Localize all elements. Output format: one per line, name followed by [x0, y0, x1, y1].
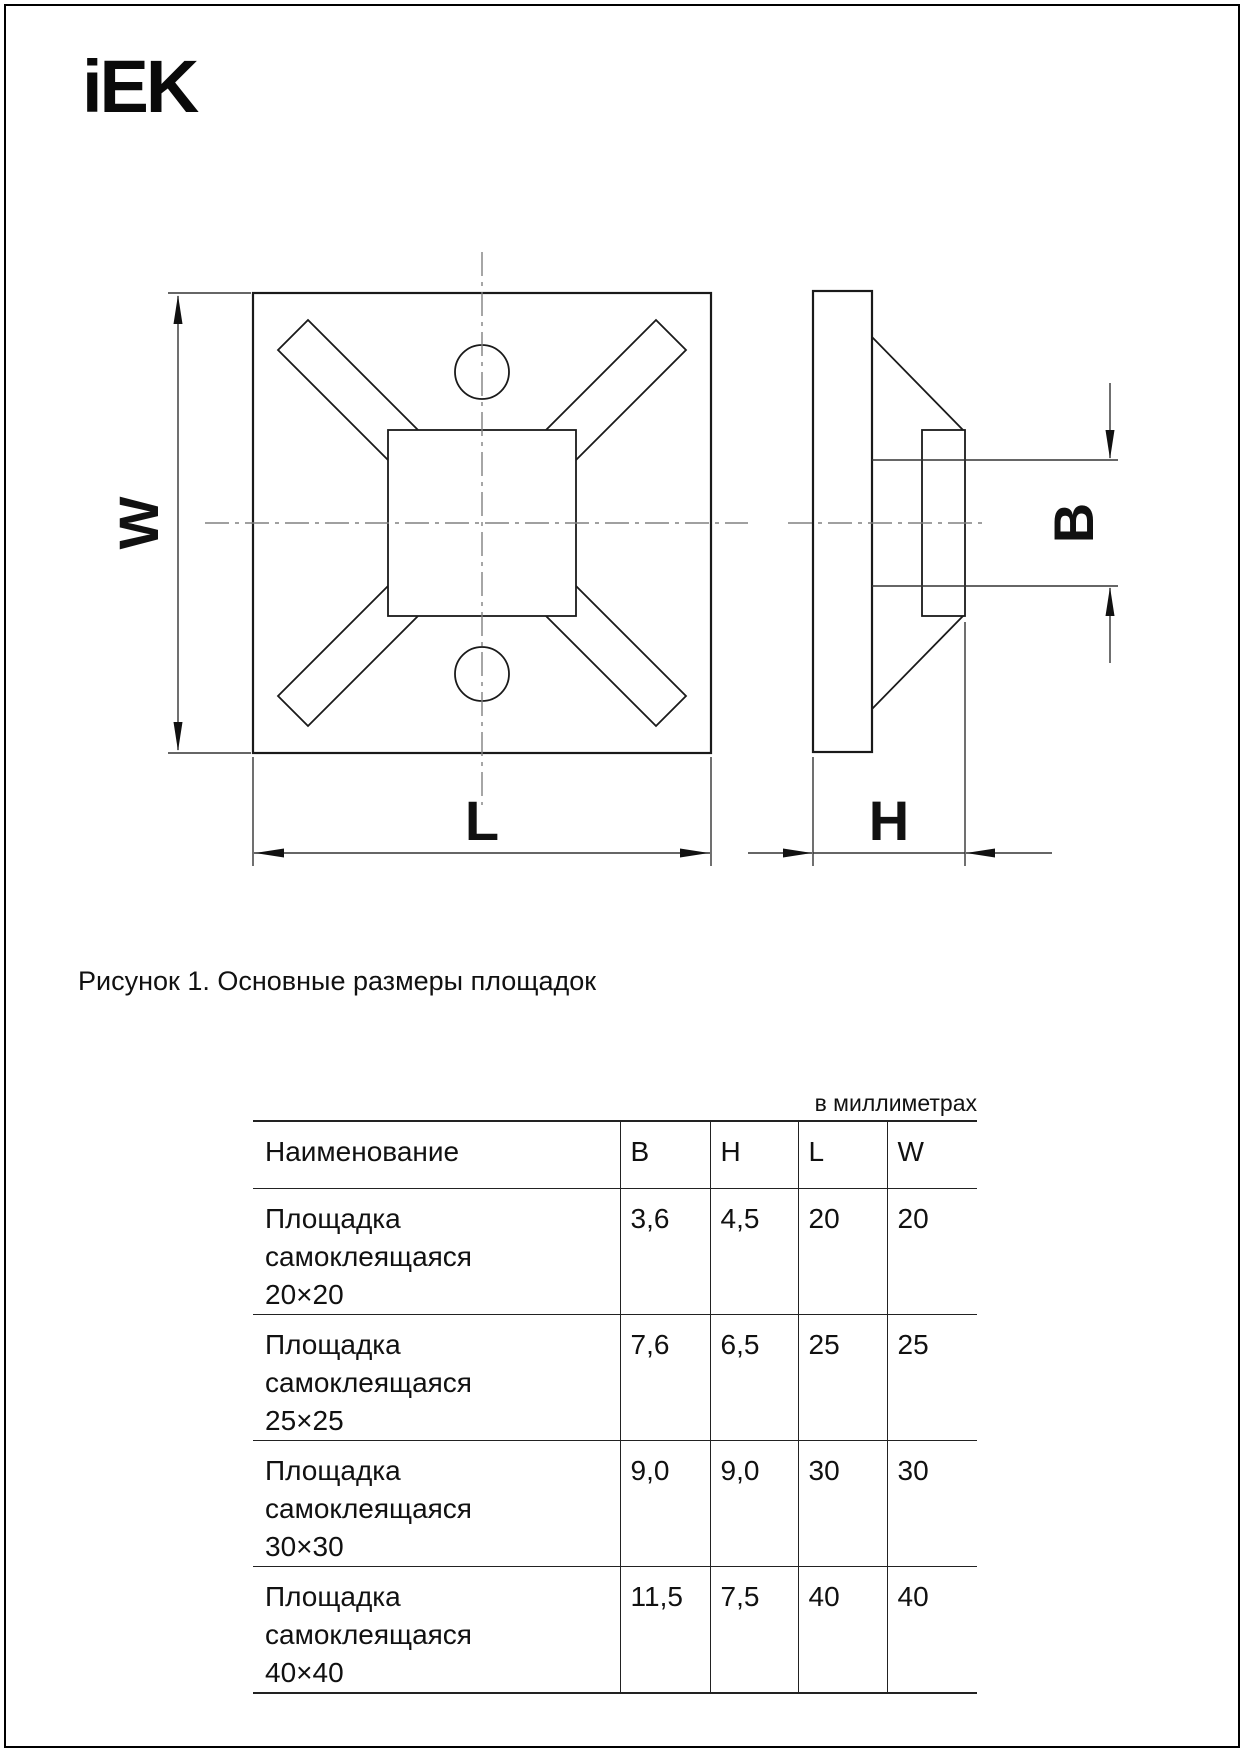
col-header-l: L	[798, 1121, 887, 1189]
table-row	[253, 1315, 977, 1441]
product-name: Площадка самоклеящаяся 20×20	[265, 1203, 472, 1310]
table-row	[253, 1189, 977, 1315]
label-h: H	[868, 789, 910, 852]
value-l: 25	[798, 1315, 887, 1441]
product-name: Площадка самоклеящаяся 25×25	[265, 1329, 472, 1436]
col-header-b: B	[620, 1121, 710, 1189]
dimension-w	[107, 293, 251, 753]
value-b: 7,6	[620, 1315, 710, 1441]
value-h: 4,5	[710, 1189, 798, 1315]
col-header-name: Наименование	[265, 1136, 460, 1167]
value-w: 30	[887, 1441, 977, 1567]
label-l: L	[464, 789, 500, 852]
table-row	[253, 1441, 977, 1567]
value-l: 40	[798, 1567, 887, 1694]
col-header-h: H	[710, 1121, 798, 1189]
side-view-top-slope	[872, 337, 963, 430]
side-view	[788, 291, 985, 752]
dimensions-table	[253, 1120, 977, 1694]
table-row	[253, 1567, 977, 1694]
iek-logo: iEK	[82, 45, 197, 128]
side-view-bottom-slope	[872, 616, 963, 709]
front-view	[205, 252, 748, 805]
value-b: 11,5	[620, 1567, 710, 1694]
col-header-w: W	[887, 1121, 977, 1189]
value-w: 25	[887, 1315, 977, 1441]
value-l: 30	[798, 1441, 887, 1567]
product-name: Площадка самоклеящаяся 30×30	[265, 1455, 472, 1562]
value-l: 20	[798, 1189, 887, 1315]
figure-caption: Рисунок 1. Основные размеры площадок	[78, 966, 597, 996]
value-b: 3,6	[620, 1189, 710, 1315]
value-w: 40	[887, 1567, 977, 1694]
value-w: 20	[887, 1189, 977, 1315]
value-h: 6,5	[710, 1315, 798, 1441]
label-w: W	[107, 496, 170, 550]
table-header-row	[253, 1121, 977, 1189]
side-view-base-plate	[813, 291, 872, 752]
dimension-h	[748, 622, 1052, 866]
value-h: 9,0	[710, 1441, 798, 1567]
product-name: Площадка самоклеящаяся 40×40	[265, 1581, 472, 1688]
value-b: 9,0	[620, 1441, 710, 1567]
label-b: B	[1042, 502, 1105, 544]
value-h: 7,5	[710, 1567, 798, 1694]
units-note: в миллиметрах	[814, 1090, 977, 1116]
